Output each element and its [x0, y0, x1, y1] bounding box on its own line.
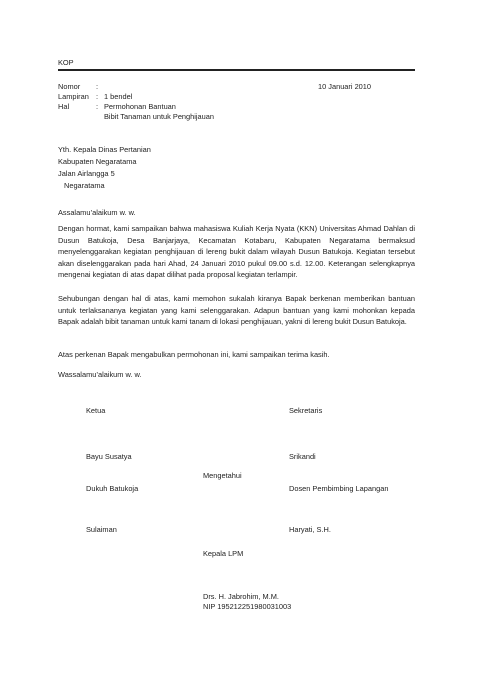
nomor-label: Nomor [58, 82, 81, 91]
lampiran-value: 1 bendel [104, 92, 133, 101]
lpm-name: Drs. H. Jabrohim, M.M. [203, 592, 279, 601]
hal-value-line1: Permohonan Bantuan [104, 102, 176, 111]
greeting: Assalamu’alaikum w. w. [58, 208, 136, 217]
nomor-colon: : [96, 82, 99, 91]
header-rule [58, 69, 415, 71]
letter-date: 10 Januari 2010 [318, 82, 372, 91]
sekretaris-title: Sekretaris [289, 406, 323, 415]
ketua-title: Ketua [86, 406, 106, 415]
sekretaris-name: Srikandi [289, 452, 316, 461]
mengetahui-label: Mengetahui [203, 471, 242, 480]
lpm-nip: NIP 195212251980031003 [203, 602, 292, 611]
recipient-line3: Jalan Airlangga 5 [58, 169, 115, 178]
dpl-title: Dosen Pembimbing Lapangan [289, 484, 389, 493]
hal-colon: : [96, 102, 99, 111]
dukuh-title: Dukuh Batukoja [86, 484, 139, 493]
lampiran-label: Lampiran [58, 92, 89, 101]
lpm-title: Kepala LPM [203, 549, 244, 558]
hal-label: Hal [58, 102, 70, 111]
paragraph-3: Atas perkenan Bapak mengabulkan permohonan ini, kami sampaikan terima kasih. [58, 350, 330, 359]
closing: Wassalamu’alaikum w. w. [58, 370, 142, 379]
recipient-line4: Negaratama [64, 181, 105, 190]
paragraph-2: Sehubungan dengan hal di atas, kami memohon sukalah kiranya Bapak berkenan memberikan bantuan untuk terlaksananya kegiatan yang kami selenggarakan. Adapun bantuan yang kami mohonkan kepada Bapak adalah bibit tanaman untuk kami tanam di lokasi penghijauan, yakni di lereng bukit Dusun Batukoja. [58, 294, 415, 326]
kop-header: KOP [58, 58, 74, 67]
lampiran-colon: : [96, 92, 99, 101]
dpl-name: Haryati, S.H. [289, 525, 331, 534]
hal-value-line2: Bibit Tanaman untuk Penghijauan [104, 112, 214, 121]
recipient-line1: Yth. Kepala Dinas Pertanian [58, 145, 151, 154]
paragraph-1: Dengan hormat, kami sampaikan bahwa mahasiswa Kuliah Kerja Nyata (KKN) Universitas Ahmad Dahlan di Dusun Batukoja, Desa Banjarjaya, Kecamatan Kotabaru, Kabupaten Negaratama bermaksud menyelenggarakan kegiatan penghijauan di lereng bukit dalam wilayah Dusun Batukoja. Kegiatan tersebut akan diselenggarakan pada hari Ahad, 24 Januari 2010 pukul 09.00 s.d. 12.00. Keterangan selengkapnya mengenai kegiatan di atas dapat dilihat pada proposal kegiatan terlampir. [58, 224, 415, 279]
recipient-line2: Kabupaten Negaratama [58, 157, 137, 166]
ketua-name: Bayu Susatya [86, 452, 132, 461]
dukuh-name: Sulaiman [86, 525, 117, 534]
